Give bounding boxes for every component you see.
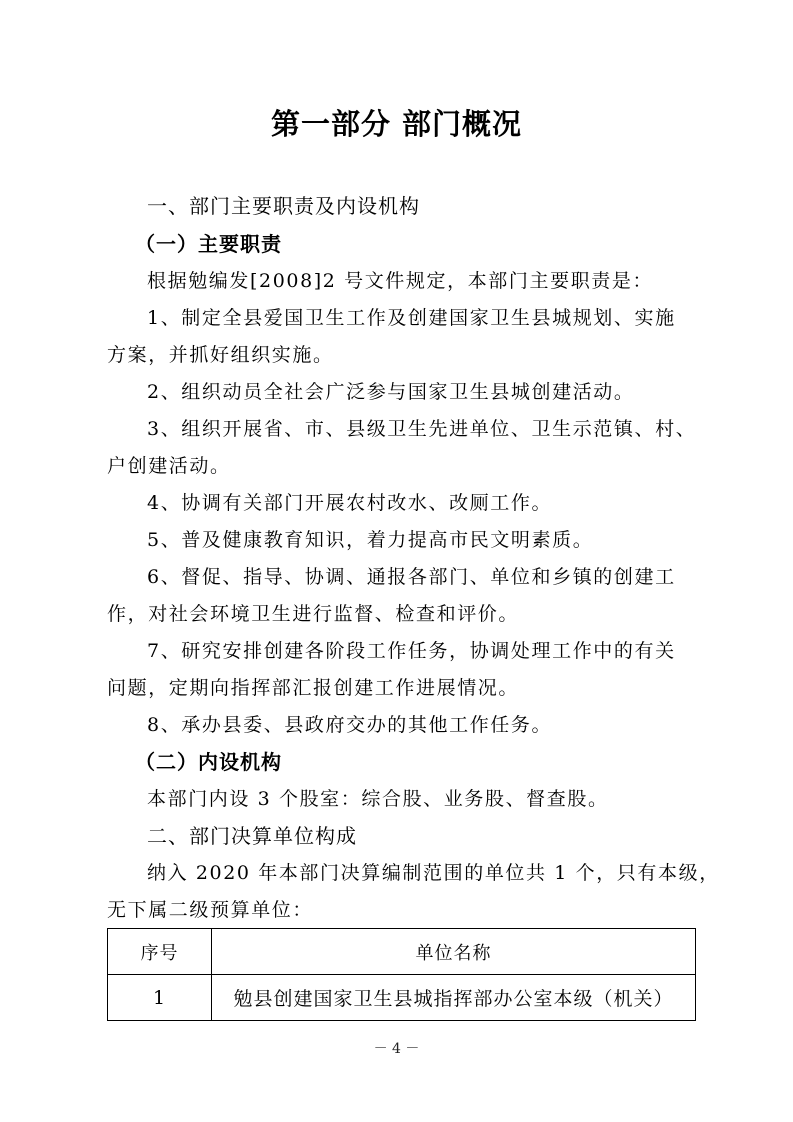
units-text-line1: 纳入 2020 年本部门决算编制范围的单位共 1 个，只有本级，: [147, 862, 720, 884]
duty-item-6-line1: 6、督促、指导、协调、通报各部门、单位和乡镇的创建工: [147, 566, 676, 588]
table-cell-serial: 1: [108, 975, 212, 1021]
column-header-unit-name: 单位名称: [212, 929, 696, 975]
duties-intro: 根据勉编发[2008]2 号文件规定，本部门主要职责是：: [147, 270, 654, 292]
duty-item-4: 4、协调有关部门开展农村改水、改厕工作。: [147, 492, 553, 514]
duty-item-6-line2: 作，对社会环境卫生进行监督、检查和评价。: [107, 603, 520, 625]
duty-item-2: 2、组织动员全社会广泛参与国家卫生县城创建活动。: [147, 381, 635, 403]
duty-item-5: 5、普及健康教育知识，着力提高市民文明素质。: [147, 529, 594, 551]
unit-table: [107, 928, 696, 1021]
duty-item-7-line1: 7、研究安排创建各阶段工作任务，协调处理工作中的有关: [147, 640, 676, 662]
duty-item-8: 8、承办县委、县政府交办的其他工作任务。: [147, 714, 553, 736]
page-title: 第一部分 部门概况: [270, 107, 523, 141]
subsection-heading-main-duties: （一）主要职责: [135, 232, 282, 256]
duty-item-3-line2: 户创建活动。: [107, 455, 231, 477]
section-heading-units: 二、部门决算单位构成: [147, 824, 357, 848]
table-row: [108, 975, 696, 1021]
duty-item-7-line2: 问题，定期向指挥部汇报创建工作进展情况。: [107, 677, 520, 699]
duty-item-3-line1: 3、组织开展省、市、县级卫生先进单位、卫生示范镇、村、: [147, 418, 697, 440]
duty-item-1-line2: 方案，并抓好组织实施。: [107, 344, 334, 366]
column-header-serial: 序号: [108, 929, 212, 975]
units-text-line2: 无下属二级预算单位：: [107, 899, 314, 921]
page-number: － 4 －: [373, 1041, 420, 1057]
subsection-heading-departments: （二）内设机构: [135, 750, 282, 774]
duty-item-1-line1: 1、制定全县爱国卫生工作及创建国家卫生县城规划、实施: [147, 307, 676, 329]
table-cell-unit-name: 勉县创建国家卫生县城指挥部办公室本级（机关）: [212, 975, 696, 1021]
table-header-row: [108, 929, 696, 975]
section-heading-duties: 一、部门主要职责及内设机构: [147, 194, 420, 218]
departments-text: 本部门内设 3 个股室：综合股、业务股、督查股。: [147, 788, 609, 810]
